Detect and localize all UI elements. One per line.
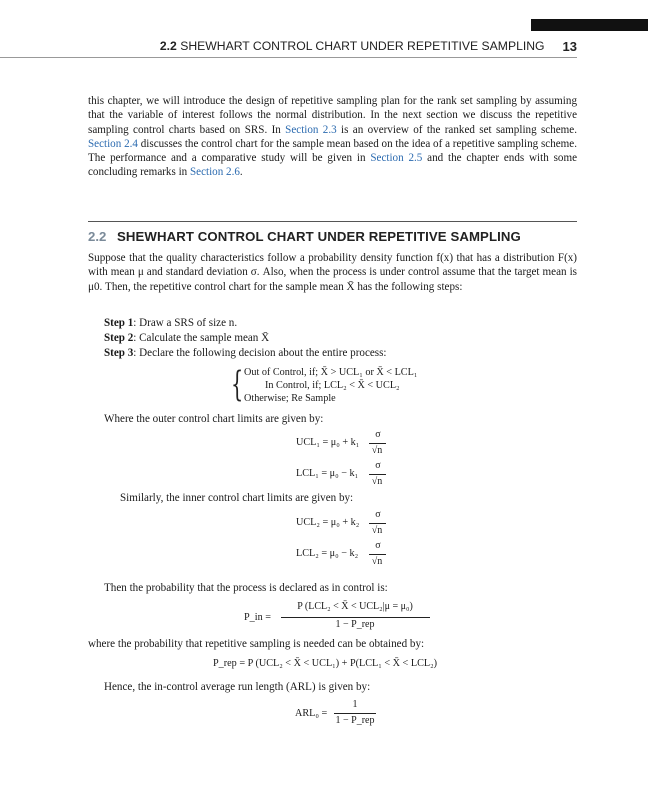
running-header [0, 36, 577, 56]
section-title: SHEWHART CONTROL CHART UNDER REPETITIVE SAMPLING [117, 229, 521, 244]
eq-arl-lhs: ARL₀ = [295, 708, 328, 719]
eq-ucl1: UCL₁ = μ₀ + k₁ [296, 437, 360, 448]
eq-ucl2-sigma: σ [375, 509, 381, 520]
page-number: 13 [562, 38, 577, 54]
eq-pin-bar [281, 617, 430, 618]
eq-lcl1-sigma: σ [375, 460, 381, 471]
eq-lcl2: LCL₂ = μ₀ − k₂ [296, 548, 359, 559]
case-otherwise: Otherwise; Re Sample [244, 393, 336, 404]
cases-brace: { [231, 365, 244, 405]
link-section-2-6[interactable]: Section 2.6 [189, 166, 240, 179]
eq-arl-numerator: 1 [352, 699, 358, 710]
corner-tab-bar [531, 19, 648, 31]
text-arl: Hence, the in-control average run length (ARL) is given by: [104, 681, 371, 693]
eq-ucl2: UCL₂ = μ₀ + k₂ [296, 517, 360, 528]
step-3: Step 3: Declare the following decision about the entire process: [104, 347, 387, 359]
section-number: 2.2 [88, 229, 107, 244]
eq-ucl2-sqrtn: √n [371, 525, 383, 536]
text-outer-limits: Where the outer control chart limits are given by: [104, 413, 324, 425]
intro-paragraph: this chapter, we will introduce the design of repetitive sampling plan for the rank set sampling by assuming that the variable of interest follows the normal distribution. In the next section we discuss the repetitive sampling control charts based on SRS. In Section 2.3 is an overview of the ranked set sampling scheme. Section 2.4 discusses the control chart for the sample mean based on the idea of a repetitive sampling scheme. The performance and a comparative study will be given in Section 2.5 and the chapter ends with some concluding remarks in Section 2.6. [88, 95, 578, 179]
eq-lcl2-bar [369, 554, 386, 555]
eq-pin-denominator: 1 − P_rep [335, 619, 375, 630]
section-rule [88, 221, 577, 222]
eq-ucl2-bar [369, 523, 386, 524]
running-title: 2.2 SHEWHART CONTROL CHART UNDER REPETITIVE SAMPLING [159, 39, 545, 53]
text-inner-limits: Similarly, the inner control chart limits are given by: [120, 492, 354, 504]
text-repetitive: where the probability that repetitive sampling is needed can be obtained by: [88, 638, 425, 650]
eq-ucl1-bar [369, 443, 386, 444]
step-1: Step 1: Draw a SRS of size n. [104, 317, 238, 329]
eq-lcl1-sqrtn: √n [371, 476, 383, 487]
eq-pin-numerator: P (LCL₂ < X̄ < UCL₂|μ = μ₀) [297, 601, 413, 612]
link-section-2-4[interactable]: Section 2.4 [88, 137, 138, 150]
eq-lcl2-sigma: σ [375, 540, 381, 551]
eq-arl-denominator: 1 − P_rep [335, 715, 375, 726]
link-section-2-3[interactable]: Section 2.3 [285, 123, 337, 136]
eq-ucl1-sigma: σ [375, 429, 381, 440]
link-section-2-5[interactable]: Section 2.5 [370, 152, 423, 165]
step-2: Step 2: Calculate the sample mean X̄ [104, 332, 270, 344]
case-out-of-control: Out of Control, if; X̄ > UCL₁ or X̄ < LCL₁ [244, 367, 418, 378]
eq-pin-lhs: P_in = [244, 612, 271, 623]
header-rule [0, 57, 577, 58]
section-paragraph: Suppose that the quality characteristics follow a probability density function f(x) that has a distribution F(x) with mean μ and standard deviation σ. Also, when the process is under control assume that the target mean is μ0. Then, the repetitive control chart for the sample mean X̄ has the following steps: [88, 252, 577, 293]
eq-lcl2-sqrtn: √n [371, 556, 383, 567]
eq-lcl1: LCL₁ = μ₀ − k₁ [296, 468, 359, 479]
eq-prep: P_rep = P (UCL₂ < X̄ < UCL₁) + P(LCL₁ < X̄ < LCL₂) [213, 658, 438, 669]
eq-arl-bar [334, 713, 376, 714]
text-probability: Then the probability that the process is declared as in control is: [104, 582, 388, 594]
eq-ucl1-sqrtn: √n [371, 445, 383, 456]
case-in-control: In Control, if; LCL₂ < X̄ < UCL₂ [265, 380, 400, 391]
eq-lcl1-bar [369, 474, 386, 475]
